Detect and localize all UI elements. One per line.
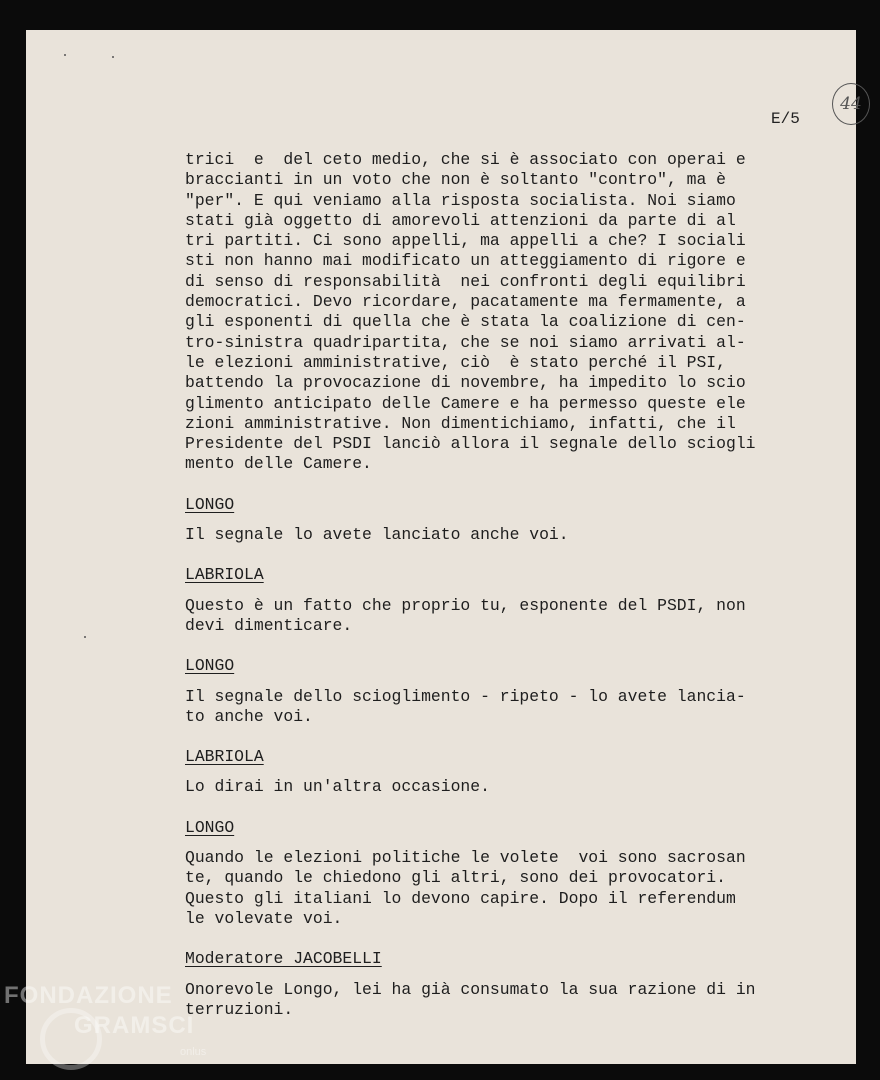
speaker-name: LONGO — [185, 656, 235, 676]
paper-speck — [112, 56, 114, 58]
paragraph-line: mento delle Camere. — [185, 454, 372, 474]
opening-paragraph — [185, 150, 795, 475]
folio-stamp — [832, 83, 870, 125]
speech-line: terruzioni. — [185, 999, 294, 1019]
speech-line: to anche voi. — [185, 706, 313, 726]
dialogue-exchanges — [185, 495, 795, 1020]
watermark-line3: onlus — [180, 1046, 207, 1058]
paragraph-line: zioni amministrative. Non dimentichiamo, infatti, che il — [185, 413, 736, 433]
paragraph-line: Presidente del PSDI lanciò allora il segnale dello sciogli — [185, 434, 756, 454]
watermark-line1: FONDAZIONE — [4, 982, 173, 1009]
speech-line: Quando le elezioni politiche le volete voi sono sacrosan — [185, 848, 746, 868]
exchange-block — [185, 949, 795, 1020]
speech-line: Questo è un fatto che proprio tu, esponente del PSDI, non — [185, 595, 746, 615]
transcript-body — [185, 150, 795, 1020]
paragraph-line: braccianti in un voto che non è soltanto "contro", ma è — [185, 170, 726, 190]
speech-line: Il segnale lo avete lanciato anche voi. — [185, 525, 569, 545]
exchange-block — [185, 565, 795, 636]
speech-line: Il segnale dello scioglimento - ripeto - lo avete lancia- — [185, 686, 746, 706]
paragraph-line: sti non hanno mai modificato un atteggiamento di rigore e — [185, 251, 746, 271]
paragraph-line: di senso di responsabilità nei confronti degli equilibri — [185, 271, 746, 291]
paragraph-line: tri partiti. Ci sono appelli, ma appelli a che? I sociali — [185, 231, 746, 251]
speech-line: Onorevole Longo, lei ha già consumato la sua razione di in — [185, 979, 756, 999]
folio-number: 44 — [840, 94, 862, 114]
paragraph-line: glimento anticipato delle Camere e ha permesso queste ele — [185, 393, 746, 413]
exchange-block — [185, 495, 795, 546]
paper-speck — [64, 54, 66, 56]
watermark-logo — [4, 982, 244, 1072]
speaker-name: LONGO — [185, 494, 235, 514]
exchange-block — [185, 656, 795, 727]
speech-line: Lo dirai in un'altra occasione. — [185, 777, 490, 797]
paragraph-line: tro-sinistra quadripartita, che se noi siamo arrivati al- — [185, 332, 746, 352]
exchange-block — [185, 747, 795, 798]
speech-line: devi dimenticare. — [185, 615, 353, 635]
watermark-line2: GRAMSCI — [74, 1012, 195, 1039]
paragraph-line: stati già oggetto di amorevoli attenzioni da parte di al — [185, 210, 736, 230]
paragraph-line: gli esponenti di quella che è stata la coalizione di cen- — [185, 312, 746, 332]
paragraph-line: battendo la provocazione di novembre, ha impedito lo scio — [185, 373, 746, 393]
speaker-name: LONGO — [185, 817, 235, 837]
speech-line: te, quando le chiedono gli altri, sono dei provocatori. — [185, 868, 726, 888]
exchange-block — [185, 818, 795, 929]
speaker-name: Moderatore JACOBELLI — [185, 949, 382, 969]
speaker-name: LABRIOLA — [185, 747, 264, 767]
paragraph-line: democratici. Devo ricordare, pacatamente ma fermamente, a — [185, 292, 746, 312]
paragraph-line: trici e del ceto medio, che si è associato con operai e — [185, 150, 746, 169]
paragraph-line: "per". E qui veniamo alla risposta socialista. Noi siamo — [185, 190, 736, 210]
speech-line: Questo gli italiani lo devono capire. Dopo il referendum — [185, 888, 736, 908]
speaker-name: LABRIOLA — [185, 565, 264, 585]
speech-line: le volevate voi. — [185, 908, 343, 928]
paragraph-line: le elezioni amministrative, ciò è stato perché il PSI, — [185, 352, 726, 372]
paper-speck — [84, 636, 86, 638]
page-code: E/5 — [771, 110, 800, 128]
